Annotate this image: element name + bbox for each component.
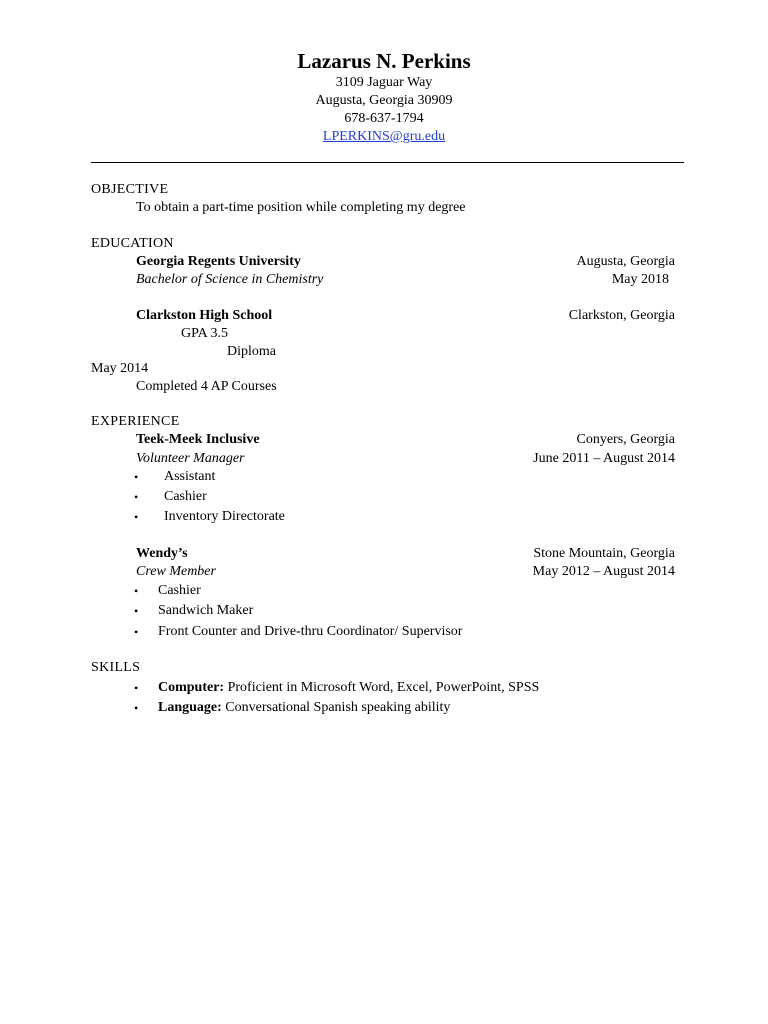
skill-item-language	[158, 699, 450, 717]
ap-courses-text: Completed 4 AP Courses	[136, 379, 277, 394]
bullet-icon: •	[134, 470, 139, 484]
email-link[interactable]: LPERKINS@gru.edu	[322, 129, 446, 144]
bullet-icon: •	[134, 490, 139, 504]
school-name: Georgia Regents University	[136, 254, 301, 269]
gpa-text: GPA 3.5	[181, 326, 228, 341]
skill-text: Conversational Spanish speaking ability	[221, 700, 451, 715]
degree-name: Bachelor of Science in Chemistry	[136, 272, 324, 287]
bullet-icon: •	[134, 701, 139, 715]
school-location: Clarkston, Georgia	[568, 308, 675, 323]
objective-text: To obtain a part-time position while completing my degree	[136, 200, 466, 215]
bullet-icon: •	[134, 510, 139, 524]
resume-name: Lazarus N. Perkins	[297, 49, 471, 73]
school-location: Augusta, Georgia	[576, 254, 675, 269]
company-name: Teek-Meek Inclusive	[136, 432, 260, 447]
job-dates: May 2012 – August 2014	[532, 564, 675, 579]
objective-heading: OBJECTIVE	[91, 182, 169, 197]
skill-label: Language:	[158, 700, 222, 715]
company-location: Conyers, Georgia	[576, 432, 675, 447]
duty-item: Cashier	[164, 489, 207, 504]
job-title: Crew Member	[136, 564, 216, 579]
phone-number: 678-637-1794	[344, 111, 424, 126]
header-divider	[91, 162, 684, 163]
company-location: Stone Mountain, Georgia	[533, 546, 675, 561]
address-city: Augusta, Georgia 30909	[315, 93, 453, 108]
duty-item: Front Counter and Drive-thru Coordinator/ Supervisor	[158, 624, 463, 639]
company-name: Wendy’s	[136, 546, 188, 561]
experience-heading: EXPERIENCE	[91, 414, 180, 429]
duty-item: Sandwich Maker	[158, 603, 254, 618]
duty-item: Inventory Directorate	[164, 509, 285, 524]
address-street: 3109 Jaguar Way	[335, 75, 433, 90]
skill-label: Computer:	[158, 680, 225, 695]
bullet-icon: •	[134, 681, 139, 695]
duty-item: Cashier	[158, 583, 201, 598]
job-dates: June 2011 – August 2014	[533, 451, 675, 466]
school-name: Clarkston High School	[136, 308, 273, 323]
diploma-text: Diploma	[227, 344, 276, 359]
duty-item: Assistant	[164, 469, 216, 484]
degree-date: May 2018	[611, 272, 669, 287]
skill-text: Proficient in Microsoft Word, Excel, PowerPoint, SPSS	[224, 680, 540, 695]
bullet-icon: •	[134, 604, 139, 618]
bullet-icon: •	[134, 625, 139, 639]
job-title: Volunteer Manager	[136, 451, 245, 466]
skills-heading: SKILLS	[91, 660, 141, 675]
bullet-icon: •	[134, 584, 139, 598]
diploma-date: May 2014	[91, 361, 149, 376]
skill-item-computer	[158, 679, 539, 697]
education-heading: EDUCATION	[91, 236, 174, 251]
